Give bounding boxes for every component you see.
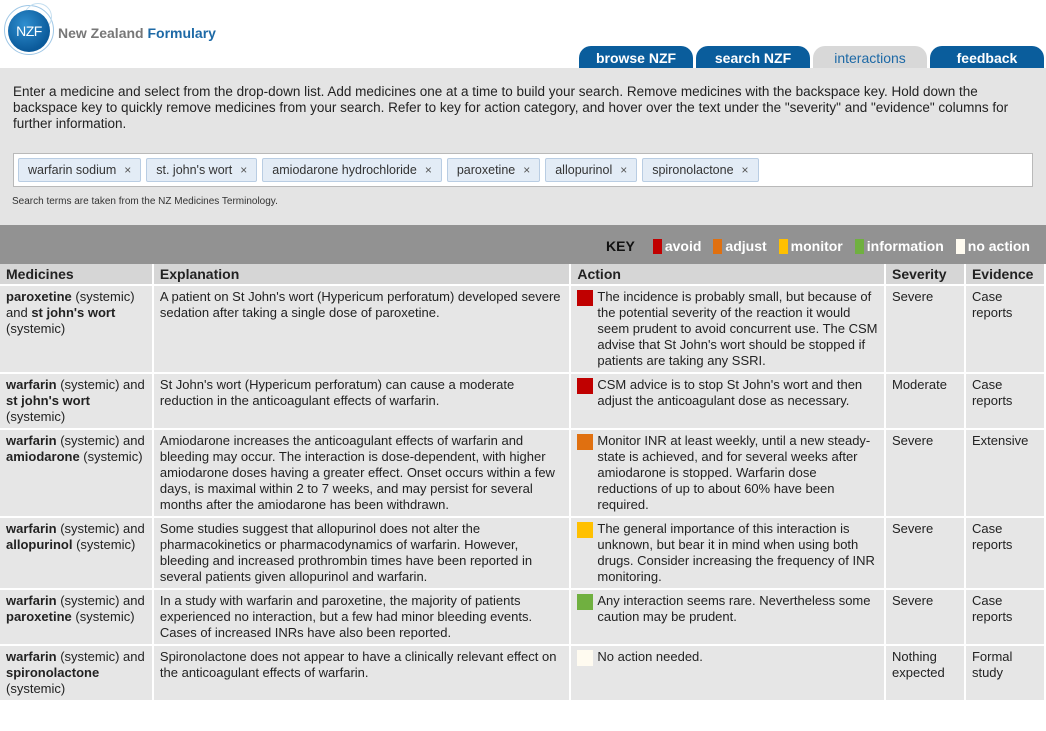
action-category-swatch <box>577 650 593 666</box>
medicine-a-route: (systemic) and <box>6 289 135 320</box>
medicine-a: warfarin <box>6 377 57 392</box>
medicine-chip[interactable] <box>642 158 758 182</box>
table-row <box>0 373 1045 429</box>
medicine-chip[interactable] <box>18 158 141 182</box>
explanation-cell: Some studies suggest that allopurinol does not alter the pharmacokinetics or pharmacodynamics of warfarin. However, bleeding and increased prothrombin times have been reported in several patients given allopurinol and warfarin. <box>153 517 570 589</box>
action-text: Monitor INR at least weekly, until a new steady-state is achieved, and for several weeks after amiodarone is stopped. Warfarin dose reductions of up to about 60% have been required. <box>597 433 871 512</box>
medicine-b: st john's wort <box>6 393 90 408</box>
header-evidence: Evidence <box>965 264 1045 285</box>
medicine-a: warfarin <box>6 433 57 448</box>
tab-feedback[interactable]: feedback <box>930 46 1044 68</box>
action-key-legend <box>606 238 1032 254</box>
remove-chip-icon[interactable]: × <box>523 163 531 177</box>
monitor-swatch <box>779 239 788 254</box>
evidence-cell[interactable]: Case reports <box>965 589 1045 645</box>
no-action-swatch <box>956 239 965 254</box>
medicines-cell <box>0 373 153 429</box>
action-category-swatch <box>577 290 593 306</box>
severity-cell[interactable]: Moderate <box>885 373 965 429</box>
key-adjust: adjust <box>725 238 767 254</box>
chip-label: warfarin sodium <box>28 163 117 177</box>
brand-part-2: Formulary <box>147 25 216 41</box>
action-text: The general importance of this interaction is unknown, but bear it in mind when using both drugs. Consider increasing the frequency of INR monitoring. <box>597 521 875 584</box>
action-category-swatch <box>577 594 593 610</box>
action-cell <box>570 429 885 517</box>
table-row <box>0 517 1045 589</box>
evidence-cell[interactable]: Case reports <box>965 373 1045 429</box>
action-category-swatch <box>577 378 593 394</box>
tab-interactions[interactable]: interactions <box>813 46 927 68</box>
chip-label: allopurinol <box>555 163 613 177</box>
site-header <box>0 0 1046 68</box>
action-category-swatch <box>577 434 593 450</box>
medicine-chip[interactable] <box>545 158 637 182</box>
medicine-b: amiodarone <box>6 449 80 464</box>
medicine-a-route: (systemic) and <box>56 649 145 664</box>
table-row <box>0 429 1045 517</box>
medicine-a: warfarin <box>6 649 57 664</box>
action-text: No action needed. <box>597 649 703 664</box>
information-swatch <box>855 239 864 254</box>
key-avoid: avoid <box>664 238 702 254</box>
action-category-swatch <box>577 522 593 538</box>
remove-chip-icon[interactable]: × <box>620 163 628 177</box>
action-cell <box>570 373 885 429</box>
medicine-chip[interactable] <box>146 158 257 182</box>
explanation-cell: St John's wort (Hypericum perforatum) can cause a moderate reduction in the anticoagulant effects of warfarin. <box>153 373 570 429</box>
action-text: CSM advice is to stop St John's wort and then adjust the anticoagulant dose as necessary. <box>597 377 863 408</box>
brand-part-1: New Zealand <box>58 25 144 41</box>
chip-label: paroxetine <box>456 163 516 177</box>
explanation-cell: Amiodarone increases the anticoagulant effects of warfarin and bleeding may occur. The interaction is dose-dependent, with higher amiodarone doses having a greater effect. Onset occurs within a few days, is maximal within 2 to 7 weeks, and may persist for several months after the amiodarone has been withdrawn. <box>153 429 570 517</box>
header-explanation: Explanation <box>153 264 570 285</box>
terms-note: Search terms are taken from the NZ Medicines Terminology. <box>12 196 278 207</box>
instructions-text: Enter a medicine and select from the drop-down list. Add medicines one at a time to build your search. Remove medicines with the backspace key. Hold down the backspace key to quickly remove medicines from your search. Refer to key for action category, and hover over the text under the "severity" and "evidence" columns for further information. <box>13 84 1009 131</box>
action-text: Any interaction seems rare. Nevertheless some caution may be prudent. <box>597 593 871 624</box>
medicine-b: allopurinol <box>6 537 73 552</box>
severity-cell[interactable]: Severe <box>885 517 965 589</box>
medicines-cell <box>0 285 153 373</box>
medicine-b-route: (systemic) <box>72 537 136 552</box>
adjust-swatch <box>713 239 722 254</box>
explanation-cell: Spironolactone does not appear to have a clinically relevant effect on the anticoagulant effects of warfarin. <box>153 645 570 700</box>
medicine-b-route: (systemic) <box>6 681 66 696</box>
remove-chip-icon[interactable]: × <box>240 163 248 177</box>
table-header-row <box>0 264 1045 285</box>
table-row <box>0 285 1045 373</box>
medicines-cell <box>0 517 153 589</box>
chip-label: amiodarone hydrochloride <box>272 163 417 177</box>
selected-medicines <box>18 158 759 182</box>
header-action: Action <box>570 264 885 285</box>
tab-search-nzf[interactable]: search NZF <box>696 46 810 68</box>
medicines-cell <box>0 429 153 517</box>
medicine-b-route: (systemic) <box>79 449 143 464</box>
medicine-chip[interactable] <box>262 158 442 182</box>
medicine-b-route: (systemic) <box>71 609 135 624</box>
tab-browse-nzf[interactable]: browse NZF <box>579 46 693 68</box>
interactions-table <box>0 264 1046 700</box>
severity-cell[interactable]: Severe <box>885 429 965 517</box>
medicine-b: spironolactone <box>6 665 100 680</box>
key-no-action: no action <box>967 238 1030 254</box>
medicine-a-route: (systemic) and <box>56 377 145 392</box>
key-monitor: monitor <box>790 238 843 254</box>
action-cell <box>570 589 885 645</box>
medicine-b: paroxetine <box>6 609 72 624</box>
severity-cell[interactable]: Nothing expected <box>885 645 965 700</box>
header-medicines: Medicines <box>0 264 153 285</box>
evidence-cell[interactable]: Formal study <box>965 645 1045 700</box>
medicine-b-route: (systemic) <box>6 321 66 336</box>
key-bar <box>0 225 1046 264</box>
medicine-a: warfarin <box>6 521 57 536</box>
medicine-a-route: (systemic) and <box>56 433 145 448</box>
explanation-cell: In a study with warfarin and paroxetine, the majority of patients experienced no interaction, but a few had minor bleeding events. Cases of increased INRs have also been reported. <box>153 589 570 645</box>
header-severity: Severity <box>885 264 965 285</box>
table-row <box>0 645 1045 700</box>
remove-chip-icon[interactable]: × <box>124 163 132 177</box>
brand-title[interactable] <box>58 25 216 41</box>
medicine-a-route: (systemic) and <box>56 521 145 536</box>
explanation-cell: A patient on St John's wort (Hypericum perforatum) developed severe sedation after taking a single dose of paroxetine. <box>153 285 570 373</box>
chip-label: spironolactone <box>652 163 734 177</box>
search-panel <box>0 68 1046 225</box>
evidence-cell[interactable]: Case reports <box>965 285 1045 373</box>
table-row <box>0 589 1045 645</box>
evidence-cell[interactable]: Extensive <box>965 429 1045 517</box>
action-cell <box>570 645 885 700</box>
key-information: information <box>866 238 944 254</box>
action-cell <box>570 285 885 373</box>
severity-cell[interactable]: Severe <box>885 285 965 373</box>
medicine-b-route: (systemic) <box>6 409 66 424</box>
medicine-b: st john's wort <box>31 305 116 320</box>
action-text: The incidence is probably small, but because of the potential severity of the reaction it would seem prudent to avoid concurrent use. The CSM advise that St John's wort should be stopped if patients are taking any SSRI. <box>597 289 878 368</box>
medicine-search-input[interactable] <box>13 153 1033 187</box>
chip-label: st. john's wort <box>156 163 233 177</box>
medicine-a: paroxetine <box>6 289 72 304</box>
remove-chip-icon[interactable]: × <box>424 163 432 177</box>
key-label: KEY <box>606 238 635 254</box>
action-cell <box>570 517 885 589</box>
nzf-logo[interactable]: NZF <box>8 10 50 52</box>
medicine-chip[interactable] <box>447 158 540 182</box>
main-nav-tabs <box>579 46 1044 68</box>
medicines-cell <box>0 589 153 645</box>
remove-chip-icon[interactable]: × <box>741 163 749 177</box>
evidence-cell[interactable]: Case reports <box>965 517 1045 589</box>
medicine-a: warfarin <box>6 593 57 608</box>
severity-cell[interactable]: Severe <box>885 589 965 645</box>
medicine-a-route: (systemic) and <box>56 593 145 608</box>
avoid-swatch <box>653 239 662 254</box>
medicines-cell <box>0 645 153 700</box>
